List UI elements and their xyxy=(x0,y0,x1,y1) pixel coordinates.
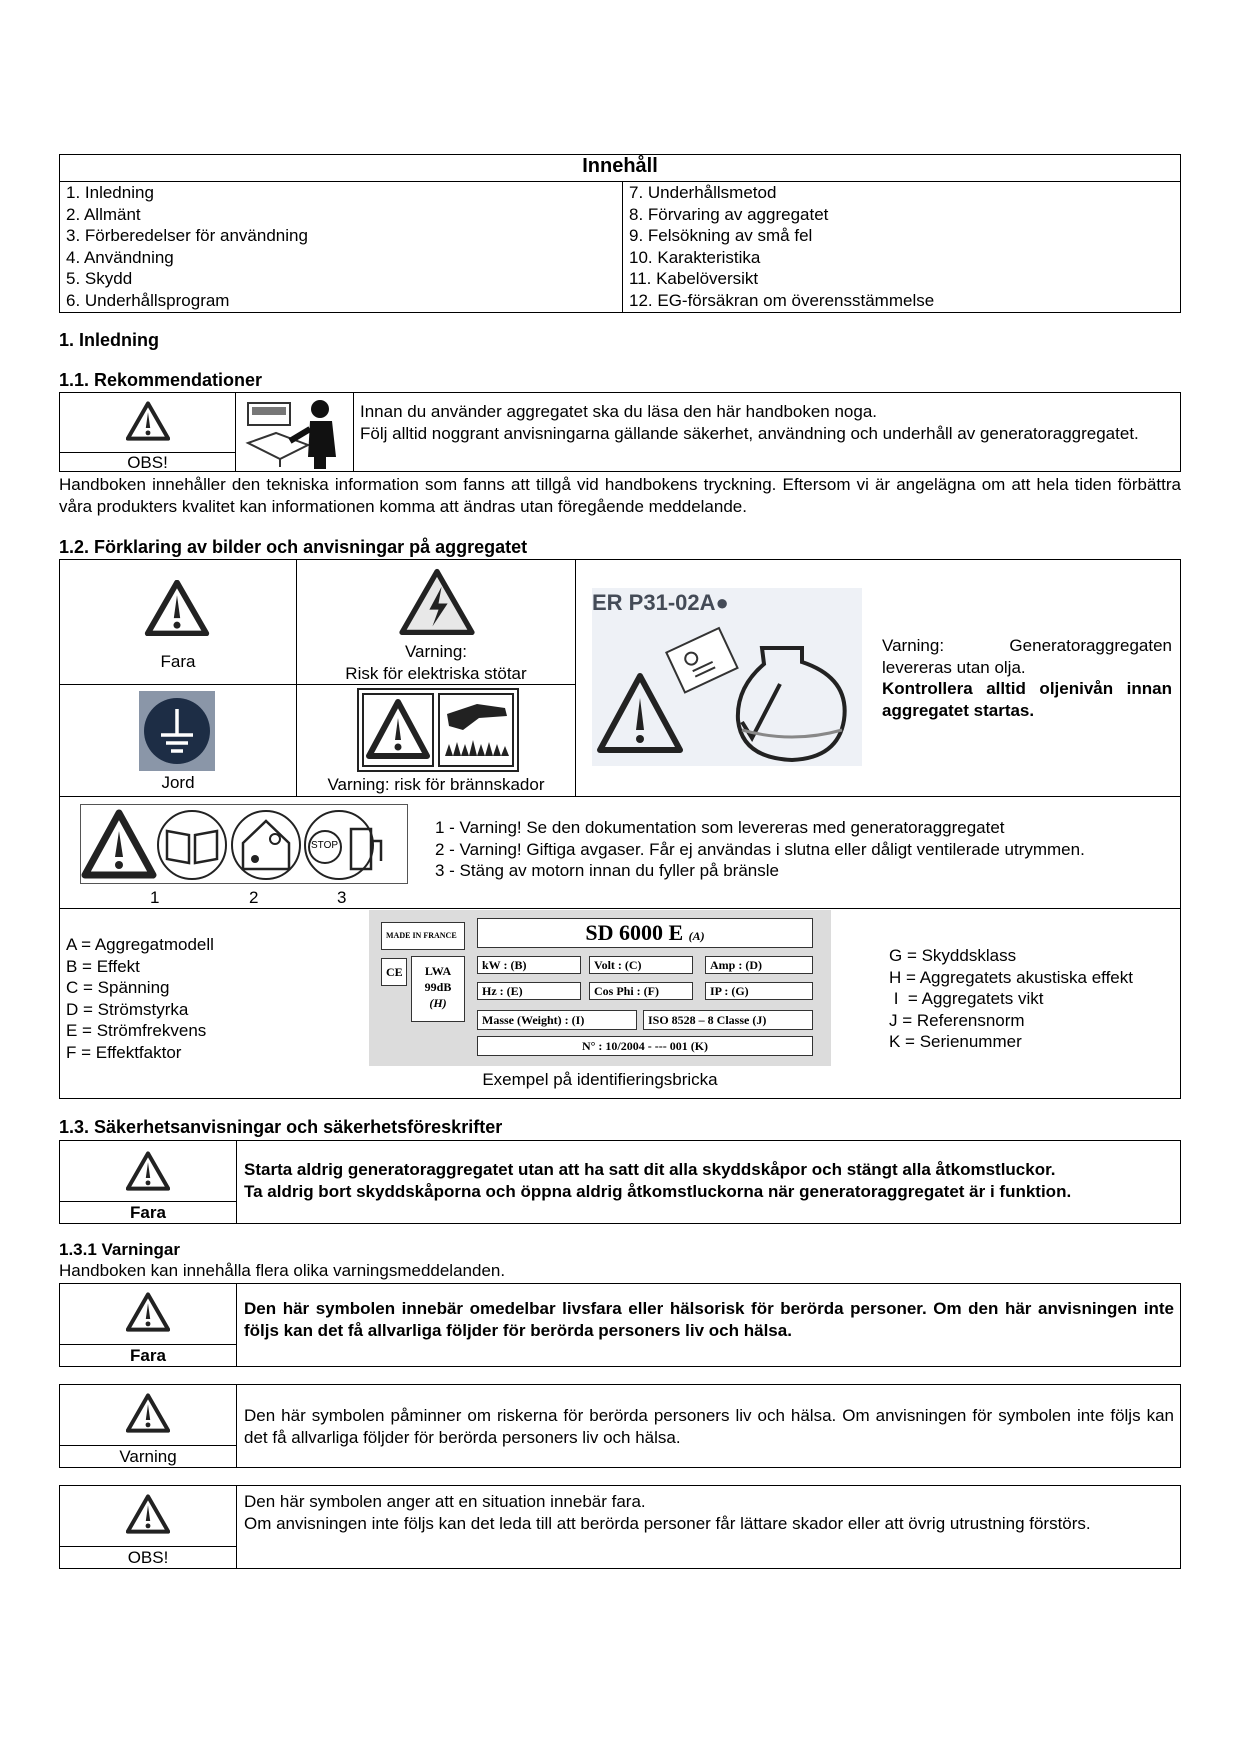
electric-shock-icon xyxy=(399,568,475,636)
identification-plate xyxy=(369,910,831,1066)
section-heading-1-2: 1.2. Förklaring av bilder och anvisningar på aggregatet xyxy=(59,537,528,557)
legend-item: D = Strömstyrka xyxy=(66,999,189,1019)
lwa-label: LWA xyxy=(424,964,452,978)
warning-triangle-icon xyxy=(126,1292,170,1332)
made-in-label: MADE IN FRANCE xyxy=(381,922,465,950)
symbol-item: 2 - Varning! Giftiga avgaser. Får ej användas i slutna eller dåligt ventilerade utrymmen. xyxy=(435,839,1085,859)
legend-item: G = Skyddsklass xyxy=(889,946,1017,965)
oil-level-icon xyxy=(592,618,862,766)
lwa-value: 99dB xyxy=(424,980,452,994)
warning-box-fara xyxy=(59,1283,1181,1367)
sym-number-1: 1 xyxy=(150,888,160,907)
obs-cell xyxy=(60,393,236,471)
info-paragraph: Handboken innehåller den tekniska information som fanns att tillgå vid handbokens tryckning. Eftersom vi är angelägna om att hela tiden förbättra våra produkters kvalitet kan informationen komma att ändras utan föregående meddelande. xyxy=(59,475,1181,516)
oil-text xyxy=(882,635,1172,721)
plate-kw: kW : (B) xyxy=(477,956,581,974)
plate-legend-right xyxy=(889,945,1133,1053)
lwa-box xyxy=(411,956,465,1022)
fara-label: Fara xyxy=(60,1201,236,1224)
toc-item: 4. Användning xyxy=(66,247,174,267)
burn-hazard-icon xyxy=(357,688,519,772)
warning-symbols-strip xyxy=(80,804,408,884)
toc-title: Innehåll xyxy=(60,155,1181,182)
toc-item: 8. Förvaring av aggregatet xyxy=(629,204,829,224)
fara-cell xyxy=(60,1284,237,1366)
oil-model-label: ER P31-02A● xyxy=(592,590,729,615)
legend-item: K = Serienummer xyxy=(889,1032,1022,1051)
legend-item: C = Spänning xyxy=(66,978,170,997)
plate-ip: IP : (G) xyxy=(705,982,813,1000)
varning-label: Varning xyxy=(60,1445,236,1468)
section-heading-1-1: 1.1. Rekommendationer xyxy=(59,370,263,390)
warning-triangle-icon xyxy=(126,1151,170,1191)
danger-triangle-icon xyxy=(143,580,211,636)
symbols-box xyxy=(59,559,1181,1099)
obs-text-1: Den här symbolen anger att en situation innebär fara. xyxy=(244,1492,646,1511)
legend-item: J = Referensnorm xyxy=(889,1010,1025,1030)
warnings-intro: Handboken kan innehålla flera olika varningsmeddelanden. xyxy=(59,1261,506,1280)
plate-legend-left xyxy=(66,934,214,1063)
sym-number-3: 3 xyxy=(337,888,347,907)
jord-label: Jord xyxy=(161,773,195,792)
safety-text-2: Ta aldrig bort skyddskåporna och öppna aldrig åtkomstluckorna när generatoraggregatet är i funktion. xyxy=(244,1181,1072,1201)
section-heading-1-3-1: 1.3.1 Varningar xyxy=(59,1240,180,1259)
obs-text xyxy=(244,1491,1174,1534)
varning-cell xyxy=(60,1385,237,1467)
safety-text xyxy=(244,1159,1174,1202)
warning-triangle-icon xyxy=(126,401,170,441)
reading-manual-icon xyxy=(236,393,354,471)
toc-right-column xyxy=(623,182,1181,313)
obs-text-2: Om anvisningen inte följs kan det leda till att berörda personer får lättare skador eller att övrig utrustning förstörs. xyxy=(244,1513,1091,1533)
plate-cos-phi: Cos Phi : (F) xyxy=(589,982,693,1000)
fara-text: Den här symbolen innebär omedelbar livsfara eller hälsorisk för berörda personer. Om den här anvisningen inte följs kan det få allvarliga följder för berörda personers liv och hälsa. xyxy=(244,1299,1174,1340)
plate-serial: N° : 10/2004 - --- 001 (K) xyxy=(477,1036,813,1056)
plate-volt: Volt : (C) xyxy=(589,956,693,974)
legend-item: I = Aggregatets vikt xyxy=(889,989,1044,1008)
toc-item: 7. Underhållsmetod xyxy=(629,183,777,202)
legend-item: F = Effektfaktor xyxy=(66,1042,182,1062)
fara-label: Fara xyxy=(60,1344,236,1367)
obs-label: OBS! xyxy=(60,1546,236,1569)
fara-label: Fara xyxy=(160,652,196,671)
toc-item: 3. Förberedelser för användning xyxy=(66,226,308,245)
toc-item: 1. Inledning xyxy=(66,183,154,202)
toc-item: 9. Felsökning av små fel xyxy=(629,226,813,245)
stop-text: STOP xyxy=(311,840,339,851)
legend-item: E = Strömfrekvens xyxy=(66,1021,207,1040)
warning-box-varning xyxy=(59,1384,1181,1468)
section-heading-1: 1. Inledning xyxy=(59,330,160,350)
toc-item: 10. Karakteristika xyxy=(629,247,761,267)
toc-left-column xyxy=(60,182,623,313)
section-heading-1-3: 1.3. Säkerhetsanvisningar och säkerhetsföreskrifter xyxy=(59,1117,503,1137)
plate-amp: Amp : (D) xyxy=(705,956,813,974)
safety-box xyxy=(59,1140,1181,1224)
plate-model xyxy=(477,918,813,948)
symbol-item: 1 - Varning! Se den dokumentation som levereras med generatoraggregatet xyxy=(435,818,1005,837)
legend-item: A = Aggregatmodell xyxy=(66,935,214,954)
toc-item: 6. Underhållsprogram xyxy=(66,290,230,310)
warning-triangle-icon xyxy=(126,1494,170,1534)
warning-triangle-icon xyxy=(126,1393,170,1433)
electric-risk-label: Risk för elektriska stötar xyxy=(345,663,527,683)
obs-cell xyxy=(60,1486,237,1568)
toc-item: 5. Skydd xyxy=(66,269,133,288)
toc-item: 12. EG-försäkran om överensstämmelse xyxy=(629,290,935,310)
symbols-explanation xyxy=(435,817,1175,882)
oil-warning-text: Varning: Generatoraggregaten levereras utan olja. xyxy=(882,636,1172,677)
plate-model-name: SD 6000 E xyxy=(585,920,684,945)
ce-mark: CE xyxy=(381,958,407,986)
sym-number-2: 2 xyxy=(249,888,259,907)
toc-item: 2. Allmänt xyxy=(66,204,141,224)
symbol-item: 3 - Stäng av motorn innan du fyller på bränsle xyxy=(435,861,779,880)
recommendation-text xyxy=(360,401,1174,444)
electric-label xyxy=(297,641,575,684)
legend-item: H = Aggregatets akustiska effekt xyxy=(889,967,1133,987)
toc-item: 11. Kabelöversikt xyxy=(629,269,759,288)
plate-masse: Masse (Weight) : (I) xyxy=(477,1010,637,1030)
burn-label: Varning: risk för brännskador xyxy=(327,775,545,794)
toc-table xyxy=(59,154,1181,313)
recommendation-box xyxy=(59,392,1181,472)
oil-warning-image xyxy=(592,588,862,766)
oil-check-text: Kontrollera alltid oljenivån innan aggregatet startas. xyxy=(882,679,1172,720)
varning-text: Den här symbolen påminner om riskerna för berörda personers liv och hälsa. Om anvisningen för symbolen inte följs kan det få allvarliga följder för berörda personers liv och hälsa. xyxy=(244,1406,1174,1447)
plate-iso: ISO 8528 – 8 Classe (J) xyxy=(643,1010,813,1030)
varning-label: Varning: xyxy=(404,642,468,661)
fara-cell xyxy=(60,1141,237,1223)
rec-line-1: Innan du använder aggregatet ska du läsa den här handboken noga. xyxy=(360,402,878,421)
lwa-code: (H) xyxy=(429,996,447,1010)
legend-item: B = Effekt xyxy=(66,956,140,976)
plate-caption: Exempel på identifieringsbricka xyxy=(482,1070,718,1089)
obs-label: OBS! xyxy=(60,452,235,472)
plate-hz: Hz : (E) xyxy=(477,982,581,1000)
rec-line-2: Följ alltid noggrant anvisningarna gällande säkerhet, användning och underhåll av generatoraggregatet. xyxy=(360,423,1139,443)
plate-model-code: (A) xyxy=(688,929,705,943)
ground-icon xyxy=(139,691,215,771)
warning-box-obs xyxy=(59,1485,1181,1569)
safety-text-1: Starta aldrig generatoraggregatet utan att ha satt dit alla skyddskåpor och stängt alla åtkomstluckor. xyxy=(244,1160,1056,1179)
